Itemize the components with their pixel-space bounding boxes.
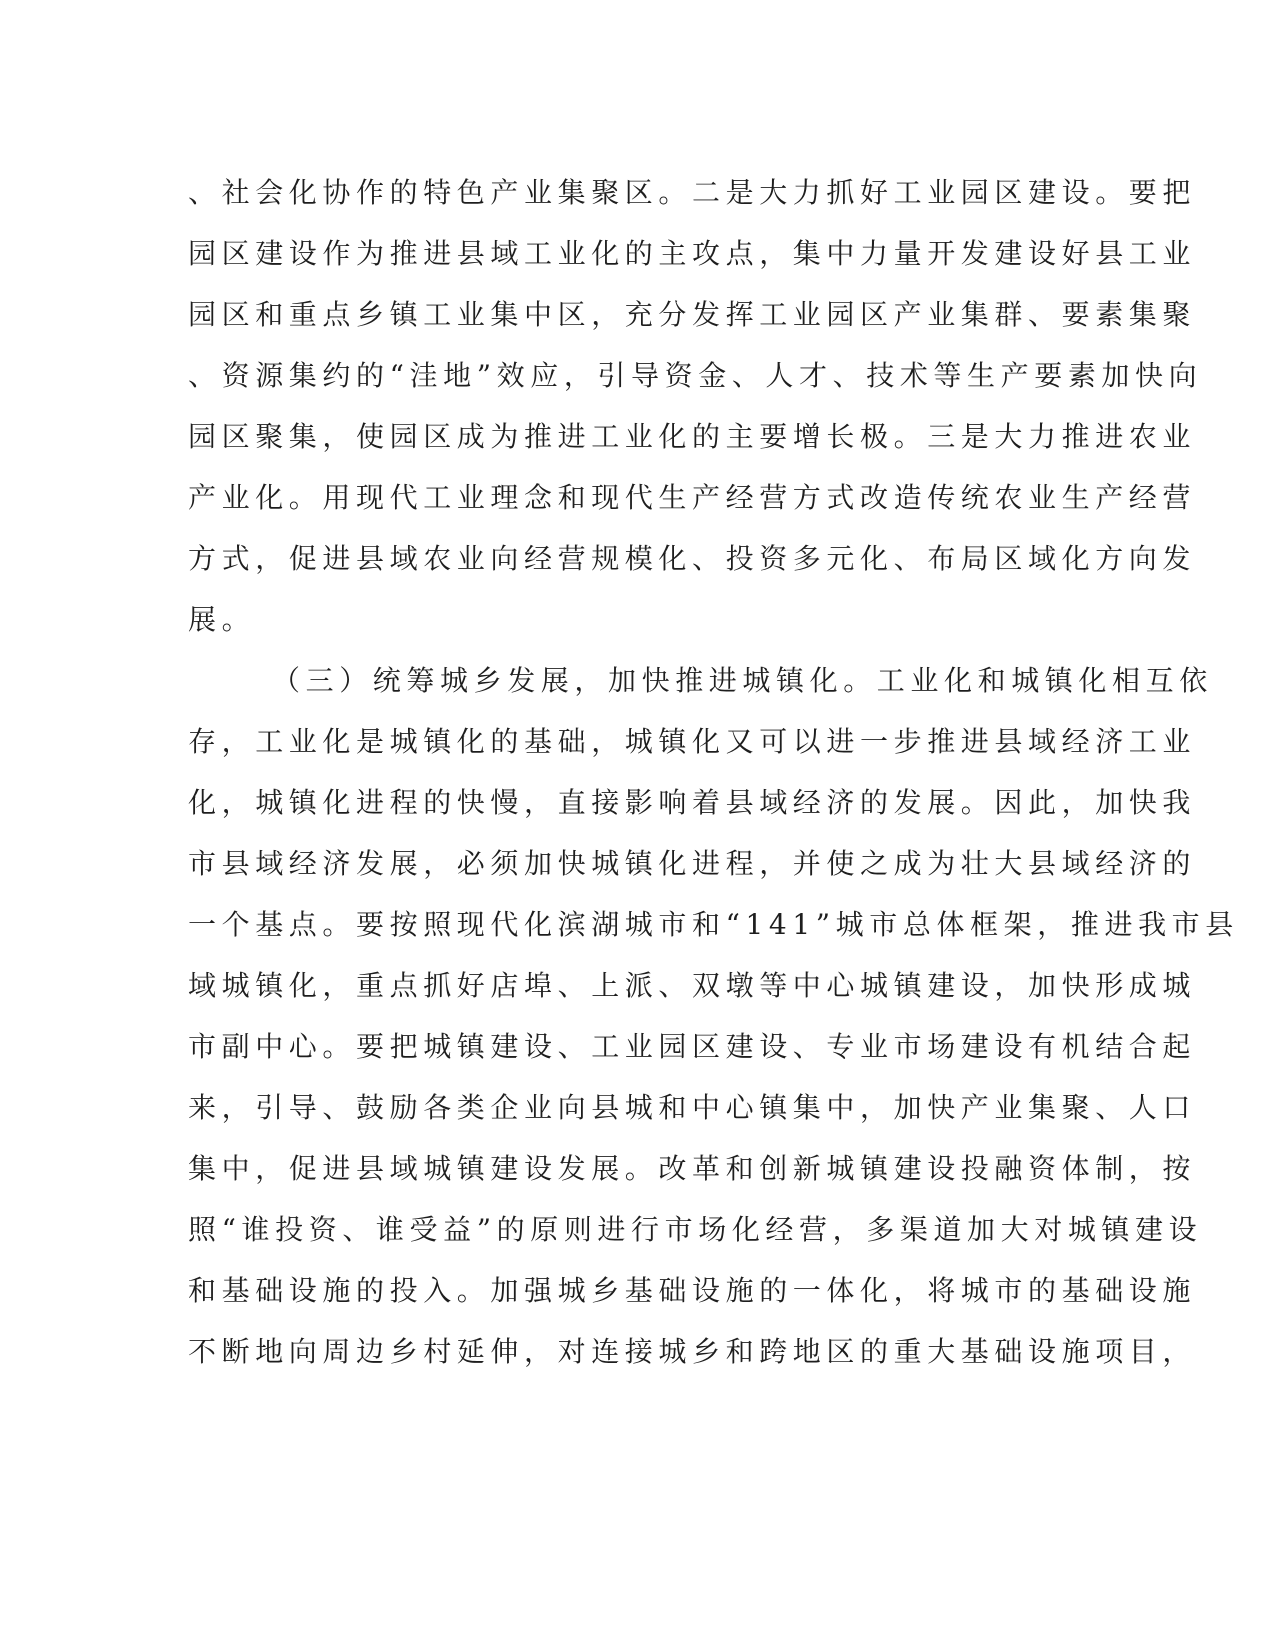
text-line: 园区和重点乡镇工业集中区，充分发挥工业园区产业集群、要素集聚 bbox=[188, 298, 1197, 331]
text-line: 化，城镇化进程的快慢，直接影响着县域经济的发展。因此，加快我 bbox=[188, 786, 1197, 819]
text-line: 、社会化协作的特色产业集聚区。二是大力抓好工业园区建设。要把 bbox=[188, 176, 1197, 209]
text-line: 产业化。用现代工业理念和现代生产经营方式改造传统农业生产经营 bbox=[188, 481, 1197, 514]
text-line: 、资源集约的“洼地”效应，引导资金、人才、技术等生产要素加快向 bbox=[188, 359, 1203, 392]
text-line: 来，引导、鼓励各类企业向县城和中心镇集中，加快产业集聚、人口 bbox=[188, 1091, 1197, 1124]
text-line: 方式，促进县域农业向经营规模化、投资多元化、布局区域化方向发 bbox=[188, 542, 1197, 575]
paragraph-2 bbox=[188, 650, 1239, 1382]
text-line: 园区建设作为推进县域工业化的主攻点，集中力量开发建设好县工业 bbox=[188, 237, 1197, 270]
text-line: 集中，促进县域城镇建设发展。改革和创新城镇建设投融资体制，按 bbox=[188, 1152, 1197, 1185]
text-line: 域城镇化，重点抓好店埠、上派、双墩等中心城镇建设，加快形成城 bbox=[188, 969, 1197, 1002]
body-text bbox=[188, 162, 1239, 1382]
text-line: 和基础设施的投入。加强城乡基础设施的一体化，将城市的基础设施 bbox=[188, 1274, 1197, 1307]
text-line: 市县域经济发展，必须加快城镇化进程，并使之成为壮大县域经济的 bbox=[188, 847, 1197, 880]
text-line: 存，工业化是城镇化的基础，城镇化又可以进一步推进县域经济工业 bbox=[188, 725, 1197, 758]
section-heading-line: （三）统筹城乡发展，加快推进城镇化。工业化和城镇化相互依 bbox=[272, 664, 1213, 697]
text-line: 市副中心。要把城镇建设、工业园区建设、专业市场建设有机结合起 bbox=[188, 1030, 1197, 1063]
text-line: 一个基点。要按照现代化滨湖城市和“141”城市总体框架，推进我市县 bbox=[188, 908, 1239, 941]
paragraph-1 bbox=[188, 162, 1203, 650]
text-line: 照“谁投资、谁受益”的原则进行市场化经营，多渠道加大对城镇建设 bbox=[188, 1213, 1203, 1246]
text-line: 不断地向周边乡村延伸，对连接城乡和跨地区的重大基础设施项目， bbox=[188, 1335, 1197, 1368]
text-line: 展。 bbox=[188, 603, 256, 636]
text-line: 园区聚集，使园区成为推进工业化的主要增长极。三是大力推进农业 bbox=[188, 420, 1197, 453]
